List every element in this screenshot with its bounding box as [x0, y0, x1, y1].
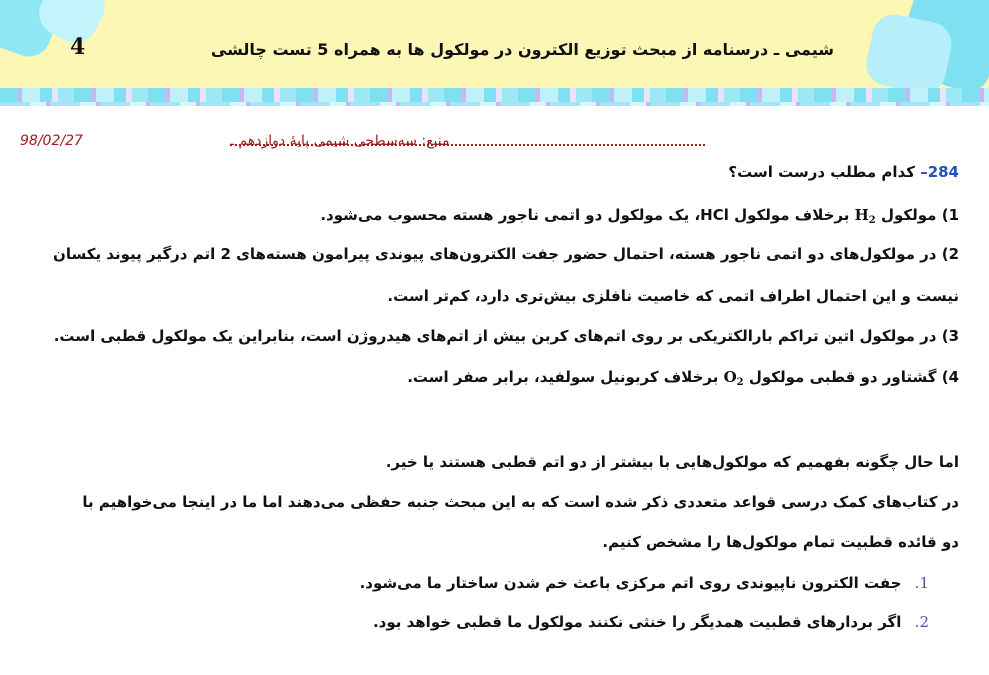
option-label: 3) — [941, 327, 959, 345]
option-text: مولکول — [881, 206, 937, 224]
option-2-continued — [387, 287, 959, 305]
option-label: 1) — [941, 206, 959, 224]
page-header — [0, 0, 989, 100]
decorative-stripe — [0, 88, 989, 102]
formula-subscript: 2 — [868, 215, 876, 226]
option-text: برخلاف کربونیل سولفید، برابر صفر است. — [407, 368, 719, 386]
formula-symbol: O — [723, 368, 737, 386]
explanation-line: دو قائده قطبیت تمام مولکول‌ها را مشخص کنیم. — [602, 533, 959, 551]
option-label: 4) — [941, 368, 959, 386]
decorative-stripe — [0, 102, 989, 106]
page-number: 4 — [70, 34, 86, 60]
source-date: 98/02/27 — [20, 133, 83, 149]
rule-number: 2. — [914, 613, 929, 631]
option-1 — [320, 206, 959, 226]
option-text: نیست و این احتمال اطراف اتمی که خاصیت نافلزی بیش‌تری دارد، کم‌تر است. — [387, 287, 959, 305]
formula-subscript: 2 — [736, 377, 744, 388]
option-label: 2) — [941, 245, 959, 263]
explanation-line: اما حال چگونه بفهمیم که مولکول‌هایی با بیشتر از دو اتم قطبی هستند یا خیر. — [385, 453, 959, 471]
option-3 — [54, 327, 959, 345]
rule-number: 1. — [914, 574, 929, 592]
option-4 — [407, 368, 959, 388]
formula — [855, 206, 876, 224]
question-prompt: کدام مطلب درست است؟ — [728, 163, 915, 181]
option-text: در مولکول اتین تراکم بارالکتریکی بر روی اتم‌های کربن بیش از اتم‌های هیدروژن است، بنابراین یک مولکول قطبی است. — [53, 327, 937, 345]
rule-item — [360, 574, 929, 592]
option-text: در مولکول‌های دو اتمی ناجور هسته، احتمال حضور جفت الکترون‌های پیوندی پیرامون هسته‌های 2 اتم درگیر پیوند یکسان — [53, 245, 937, 263]
formula-symbol: H — [854, 206, 869, 224]
rule-item — [373, 613, 929, 631]
option-2 — [53, 245, 959, 263]
rule-text: جفت الکترون ناپیوندی روی اتم مرکزی باعث خم شدن ساختار ما می‌شود. — [359, 574, 902, 592]
question-number: 284– — [920, 163, 959, 181]
question-heading — [728, 163, 959, 181]
formula — [724, 368, 744, 386]
rule-text: اگر بردارهای قطبیت همدیگر را خنثی نکنند مولکول ما قطبی خواهد بود. — [372, 613, 902, 631]
option-text: گشتاور دو قطبی مولکول — [748, 368, 937, 386]
source-text: منبع: سه‌سطحی شیمی پایۀ دوازدهم ـ — [230, 133, 450, 149]
option-text: برخلاف مولکول HCl، یک مولکول دو اتمی ناجور هسته محسوب می‌شود. — [320, 206, 850, 224]
page-title: شیمی ـ درسنامه از مبحث توزیع الکترون در مولکول ها به همراه 5 تست چالشی — [210, 40, 834, 59]
source-line — [20, 131, 970, 153]
explanation-line: در کتاب‌های کمک درسی قواعد متعددی ذکر شده است که به این مبحث جنبه حفظی می‌دهند اما ما در اینجا می‌خواهیم با — [82, 493, 959, 511]
